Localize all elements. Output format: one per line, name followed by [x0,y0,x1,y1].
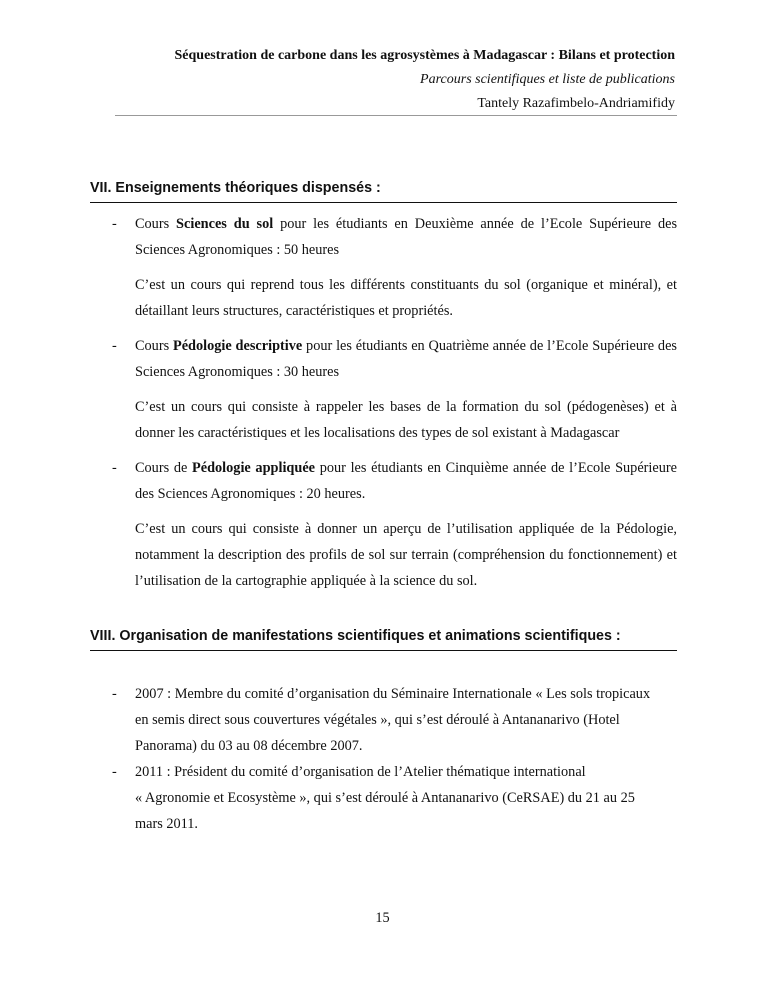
event-line: Panorama) du 03 au 08 décembre 2007. [135,738,363,754]
list-item [90,333,677,446]
course-prefix: Cours [135,338,173,354]
teaching-list [90,211,677,603]
list-bullet: - [112,216,117,232]
list-bullet: - [112,460,117,476]
list-bullet: - [112,686,117,702]
page-number: 15 [375,910,390,926]
event-line: « Agronomie et Ecosystème », qui s’est déroulé à Antananarivo (CeRSAE) du 21 au 25 [135,790,635,806]
event-line: mars 2011. [135,816,199,832]
course-description: C’est un cours qui consiste à donner un aperçu de l’utilisation appliquée de la Pédologie, notamment la description des profils de sol sur terrain (compréhension du fonctionnement) et l’utilisation de la cartographie appliquée à la science du sol. [135,521,677,589]
course-name: Sciences du sol [176,216,274,232]
section-heading-teaching: VII. Enseignements théoriques dispensés : [90,180,677,203]
course-prefix: Cours de [135,460,192,476]
event-line: en semis direct sous couvertures végétales », qui s’est déroulé à Antananarivo (Hotel [135,712,620,728]
list-item [90,681,677,759]
event-line: 2007 : Membre du comité d’organisation du Séminaire Internationale « Les sols tropicaux [135,686,651,702]
course-description: C’est un cours qui consiste à rappeler les bases de la formation du sol (pédogenèses) et à donner les caractéristiques et les localisations des types de sol existant à Madagascar [135,399,677,441]
list-bullet: - [112,338,117,354]
course-details: pour les étudiants en Deuxième année de l’Ecole Supérieure des Sciences Agronomiques : 50 heures [135,216,678,258]
list-item [90,759,677,837]
events-list [90,681,677,837]
course-description: C’est un cours qui reprend tous les différents constituants du sol (organique et minéral), et détaillant leurs structures, caractéristiques et propriétés. [135,277,677,319]
course-details: pour les étudiants en Cinquième année de l’Ecole Supérieure des Sciences Agronomiques : 20 heures. [135,460,678,502]
header-divider [115,115,677,116]
course-details: pour les étudiants en Quatrième année de l’Ecole Supérieure des Sciences Agronomiques : 30 heures [135,338,677,380]
document-title: Séquestration de carbone dans les agrosystèmes à Madagascar : Bilans et protection [174,48,675,63]
list-item [90,211,677,324]
course-title-line [135,455,677,507]
document-subtitle: Parcours scientifiques et liste de publications [420,72,675,87]
course-prefix: Cours [135,216,177,232]
list-item [90,455,677,594]
document-author: Tantely Razafimbelo-Andriamifidy [477,96,675,111]
running-header [115,44,675,116]
event-line: 2011 : Président du comité d’organisation de l’Atelier thématique international [135,764,586,780]
course-name: Pédologie descriptive [172,338,303,354]
list-bullet: - [112,764,117,780]
course-title-line [135,211,677,263]
course-name: Pédologie appliquée [192,460,316,476]
course-title-line [135,333,677,385]
section-heading-events: VIII. Organisation de manifestations scientifiques et animations scientifiques : [90,628,677,651]
